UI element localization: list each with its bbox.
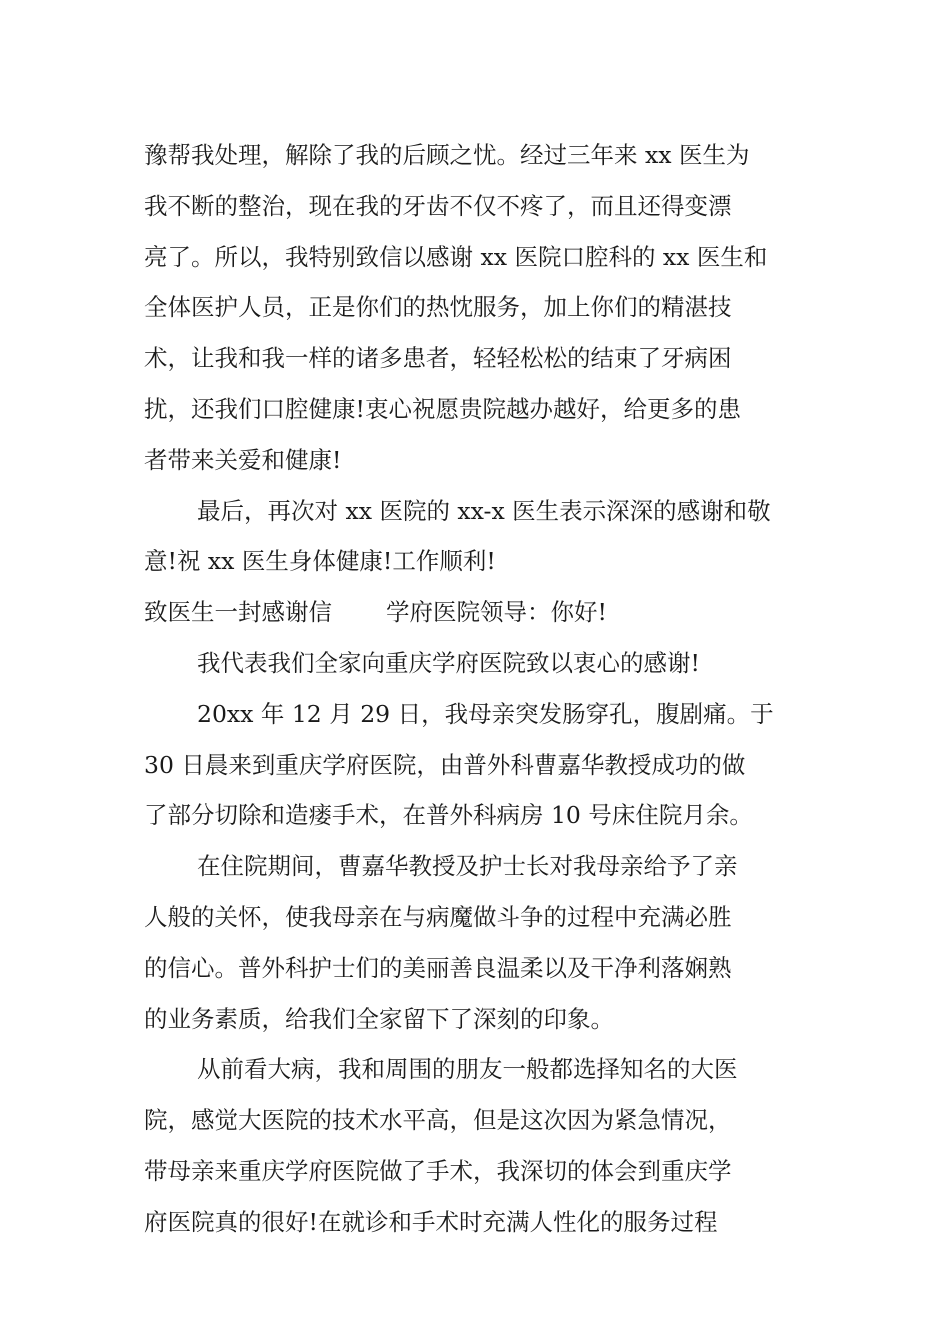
text-line: 全体医护人员，正是你们的热忱服务，加上你们的精湛技 xyxy=(144,293,732,322)
document-body xyxy=(144,130,809,1248)
letter-title: 致医生一封感谢信 xyxy=(144,598,332,627)
text-line: 府医院真的很好!在就诊和手术时充满人性化的服务过程 xyxy=(144,1207,718,1236)
text-line: 亮了。所以，我特别致信以感谢 xx 医院口腔科的 xx 医生和 xyxy=(144,242,768,271)
text-line: 的信心。普外科护士们的美丽善良温柔以及干净利落娴熟 xyxy=(144,953,732,982)
text-line: 豫帮我处理，解除了我的后顾之忧。经过三年来 xx 医生为 xyxy=(144,141,750,169)
text-line: 30 日晨来到重庆学府医院，由普外科曹嘉华教授成功的做 xyxy=(144,750,746,779)
text-line: 在住院期间，曹嘉华教授及护士长对我母亲给予了亲 xyxy=(197,852,738,881)
text-line: 的业务素质，给我们全家留下了深刻的印象。 xyxy=(144,1004,614,1033)
text-line: 院，感觉大医院的技术水平高，但是这次因为紧急情况， xyxy=(144,1106,732,1135)
text-line: 我代表我们全家向重庆学府医院致以衷心的感谢! xyxy=(197,648,700,677)
letter-heading-line xyxy=(144,587,809,638)
letter-salutation: 学府医院领导：你好! xyxy=(386,598,607,627)
text-line: 扰，还我们口腔健康!衷心祝愿贵院越办越好，给更多的患 xyxy=(144,394,741,423)
text-line: 意!祝 xx 医生身体健康!工作顺利! xyxy=(144,547,496,576)
text-line: 最后，再次对 xx 医院的 xx-x 医生表示深深的感谢和敬 xyxy=(197,496,771,525)
text-line: 者带来关爱和健康! xyxy=(144,445,342,474)
text-line: 我不断的整治，现在我的牙齿不仅不疼了，而且还得变漂 xyxy=(144,191,732,220)
text-line: 人般的关怀，使我母亲在与病魔做斗争的过程中充满必胜 xyxy=(144,902,732,931)
text-line: 20xx 年 12 月 29 日，我母亲突发肠穿孔，腹剧痛。于 xyxy=(197,699,774,728)
text-line: 了部分切除和造瘘手术，在普外科病房 10 号床住院月余。 xyxy=(144,801,753,830)
text-line: 术，让我和我一样的诸多患者，轻轻松松的结束了牙病困 xyxy=(144,344,732,373)
text-line: 带母亲来重庆学府医院做了手术，我深切的体会到重庆学 xyxy=(144,1156,732,1185)
text-line: 从前看大病，我和周围的朋友一般都选择知名的大医 xyxy=(197,1055,738,1084)
